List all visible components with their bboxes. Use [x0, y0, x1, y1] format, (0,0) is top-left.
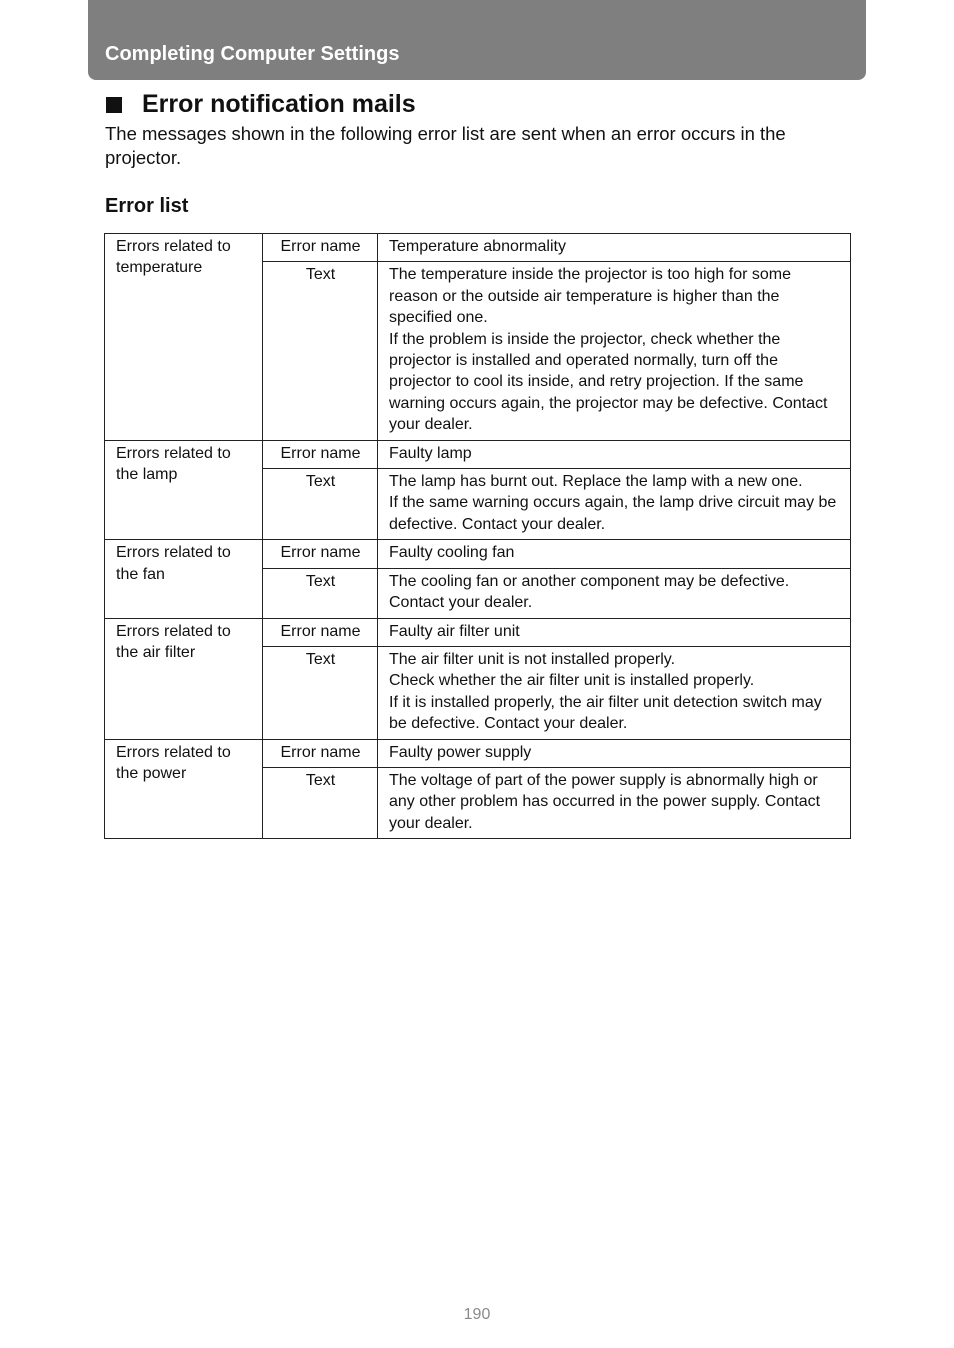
error-list-table: [104, 233, 851, 839]
error-list-heading: Error list: [105, 195, 189, 217]
field-label-cell: Error name: [263, 540, 378, 568]
field-label-cell: Text: [263, 469, 378, 540]
square-bullet-icon: [106, 97, 122, 113]
category-cell: Errors related to temperature: [105, 234, 263, 441]
field-label-cell: Text: [263, 262, 378, 440]
error-text-cell: The temperature inside the projector is too high for some reason or the outside air temperature is higher than the specified one. If the problem is inside the projector, check whether the projector is installed and operated normally, turn off the projector to cool its inside, and retry projection. If the same warning occurs again, the projector may be defective. Contact your dealer.: [378, 262, 851, 440]
field-label-cell: Text: [263, 767, 378, 838]
error-name-cell: Temperature abnormality: [378, 234, 851, 262]
error-text-cell: The lamp has burnt out. Replace the lamp with a new one. If the same warning occurs again, the lamp drive circuit may be defective. Contact your dealer.: [378, 469, 851, 540]
field-label-cell: Error name: [263, 739, 378, 767]
error-text-cell: The cooling fan or another component may be defective. Contact your dealer.: [378, 568, 851, 618]
section-heading: [106, 88, 416, 120]
field-label-cell: Text: [263, 568, 378, 618]
category-cell: Errors related to the lamp: [105, 440, 263, 540]
category-cell: Errors related to the fan: [105, 540, 263, 618]
section-heading-text: Error notification mails: [142, 89, 416, 118]
error-text-cell: The air filter unit is not installed properly. Check whether the air filter unit is installed properly. If it is installed properly, the air filter unit detection switch may be defective. Contact your dealer.: [378, 646, 851, 739]
category-cell: Errors related to the power: [105, 739, 263, 839]
chapter-title: Completing Computer Settings: [105, 43, 400, 65]
table-row-power-name: [105, 739, 851, 767]
error-text-cell: The voltage of part of the power supply is abnormally high or any other problem has occurred in the power supply. Contact your dealer.: [378, 767, 851, 838]
page-number: 190: [463, 1306, 491, 1323]
intro-paragraph: The messages shown in the following error list are sent when an error occurs in the projector.: [105, 123, 786, 168]
error-name-cell: Faulty air filter unit: [378, 618, 851, 646]
chapter-header-bar: [88, 0, 866, 80]
error-name-cell: Faulty cooling fan: [378, 540, 851, 568]
field-label-cell: Text: [263, 646, 378, 739]
table-row-lamp-name: [105, 440, 851, 468]
field-label-cell: Error name: [263, 618, 378, 646]
table-row-temperature-name: [105, 234, 851, 262]
field-label-cell: Error name: [263, 440, 378, 468]
error-name-cell: Faulty lamp: [378, 440, 851, 468]
field-label-cell: Error name: [263, 234, 378, 262]
table-row-fan-name: [105, 540, 851, 568]
error-name-cell: Faulty power supply: [378, 739, 851, 767]
table-row-air-filter-name: [105, 618, 851, 646]
category-cell: Errors related to the air filter: [105, 618, 263, 739]
